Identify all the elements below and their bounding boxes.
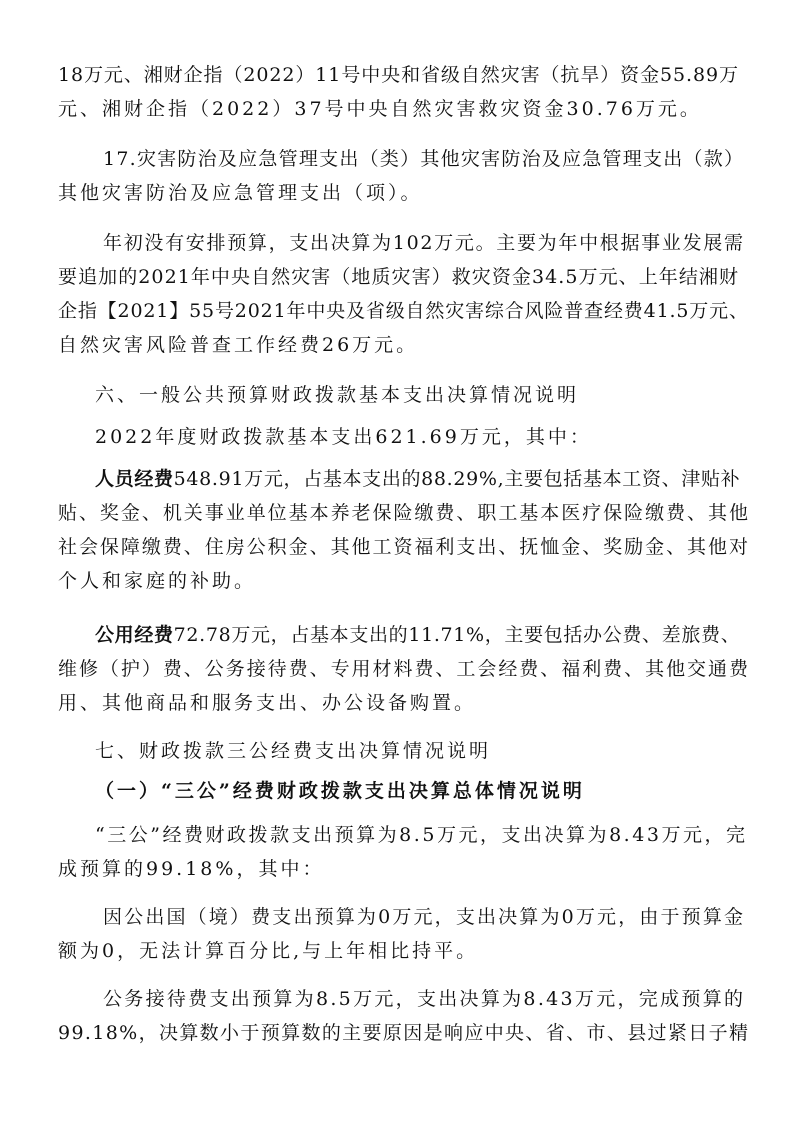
paragraph-line-15: 维修（护）费、公务接待费、专用材料费、工会经费、福利费、其他交通费 <box>58 658 750 680</box>
paragraph-line-11: 贴、奖金、机关事业单位基本养老保险缴费、职工基本医疗保险缴费、其他 <box>58 502 750 524</box>
paragraph-line-7: 企指【2021】55号2021年中央及省级自然灾害综合风险普查经费41.5万元、 <box>58 300 749 322</box>
paragraph-line-21: 公务接待费支出预算为8.5万元，支出决算为8.43万元，完成预算的 <box>103 988 746 1010</box>
paragraph-line-10 <box>95 466 740 492</box>
public-label: 公用经费 <box>95 624 174 646</box>
paragraph-line-18: 成预算的99.18%，其中： <box>58 858 325 880</box>
paragraph-line-3: 17.灾害防治及应急管理支出（类）其他灾害防治及应急管理支出（款） <box>103 148 745 170</box>
public-text: 72.78万元，占基本支出的11.71%，主要包括办公费、差旅费、 <box>173 624 741 646</box>
subsection-heading-1: （一）“三公”经费财政拨款支出决算总体情况说明 <box>95 780 585 802</box>
paragraph-line-19: 因公出国（境）费支出预算为0万元，支出决算为0万元，由于预算金 <box>103 906 746 928</box>
paragraph-line-5: 年初没有安排预算，支出决算为102万元。主要为年中根据事业发展需 <box>103 232 745 254</box>
paragraph-line-12: 社会保障缴费、住房公积金、其他工资福利支出、抚恤金、奖励金、其他对 <box>58 536 750 558</box>
paragraph-line-9: 2022年度财政拨款基本支出621.69万元，其中： <box>95 426 592 448</box>
paragraph-line-13: 个人和家庭的补助。 <box>58 570 257 592</box>
paragraph-line-8: 自然灾害风险普查工作经费26万元。 <box>58 334 419 356</box>
personnel-label: 人员经费 <box>95 468 174 490</box>
personnel-text: 548.91万元，占基本支出的88.29%,主要包括基本工资、津贴补 <box>173 468 741 490</box>
paragraph-line-17: “三公”经费财政拨款支出预算为8.5万元，支出决算为8.43万元，完 <box>95 824 748 846</box>
section-heading-7: 七、财政拨款三公经费支出决算情况说明 <box>95 740 492 762</box>
paragraph-line-20: 额为0，无法计算百分比,与上年相比持平。 <box>58 940 479 962</box>
paragraph-line-6: 要追加的2021年中央自然灾害（地质灾害）救灾资金34.5万元、上年结湘财 <box>58 266 740 288</box>
section-heading-6: 六、一般公共预算财政拨款基本支出决算情况说明 <box>95 384 580 406</box>
paragraph-line-1: 18万元、湘财企指（2022）11号中央和省级自然灾害（抗旱）资金55.89万 <box>58 64 739 86</box>
paragraph-line-16: 用、其他商品和服务支出、办公设备购置。 <box>58 692 477 714</box>
paragraph-line-2: 元、湘财企指（2022）37号中央自然灾害救灾资金30.76万元。 <box>58 98 702 120</box>
paragraph-line-14 <box>95 622 740 648</box>
paragraph-line-22: 99.18%，决算数小于预算数的主要原因是响应中央、省、市、县过紧日子精 <box>58 1022 750 1044</box>
paragraph-line-4: 其他灾害防治及应急管理支出（项）。 <box>58 182 423 204</box>
